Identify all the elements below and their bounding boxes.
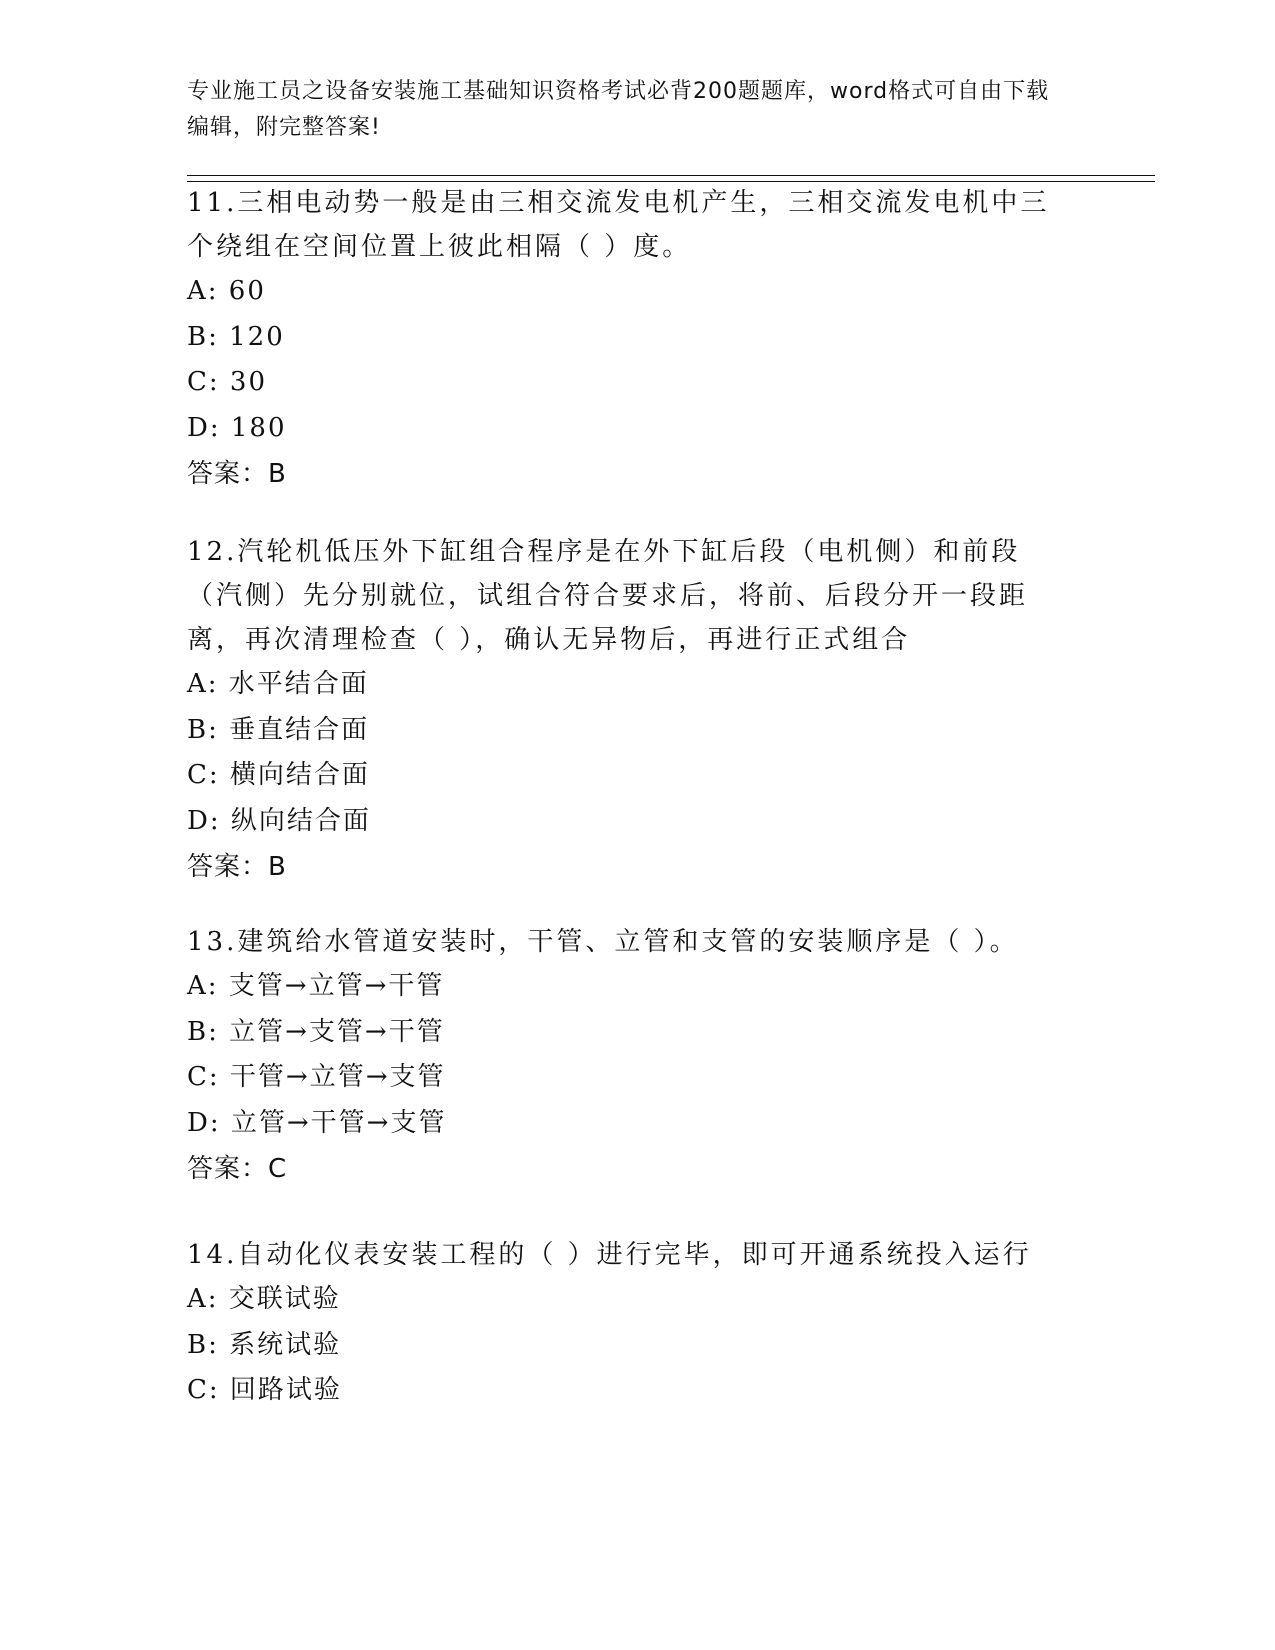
option-c: C: 干管→立管→支管 [187,1062,446,1092]
option-b: B: 120 [187,321,285,352]
option-d: D: 立管→干管→支管 [187,1107,447,1138]
document-header: 专业施工员之设备安装施工基础知识资格考试必背200题题库，word格式可自由下载编辑，附完整答案! [187,79,1050,140]
option-c: C: 回路试验 [187,1375,342,1405]
option-d: D: 纵向结合面 [187,805,371,836]
option-a: A: 水平结合面 [187,669,369,699]
question-12 [187,530,1067,890]
header-divider-top [187,175,1155,176]
option-b: B: 立管→支管→干管 [187,1016,445,1047]
option-a: A: 60 [187,276,266,306]
answer: 答案：C [187,1154,288,1184]
option-a: A: 支管→立管→干管 [187,971,445,1001]
question-13 [187,920,1067,1192]
option-c: C: 横向结合面 [187,760,370,790]
question-stem: 13.建筑给水管道安装时，干管、立管和支管的安装顺序是（ ）。 [187,927,1019,957]
option-a: A: 交联试验 [187,1284,341,1314]
option-b: B: 系统试验 [187,1329,342,1360]
question-stem: 14.自动化仪表安装工程的（ ）进行完毕，即可开通系统投入运行 [187,1240,1032,1270]
question-stem: 11.三相电动势一般是由三相交流发电机产生，三相交流发电机中三个绕组在空间位置上彼此相隔（ ）度。 [187,188,1050,262]
option-b: B: 垂直结合面 [187,714,370,745]
option-d: D: 180 [187,412,287,443]
question-stem: 12.汽轮机低压外下缸组合程序是在外下缸后段（电机侧）和前段（汽侧）先分别就位，试组合符合要求后，将前、后段分开一段距离，再次清理检查（ ），确认无异物后，再进行正式组合 [187,537,1029,655]
question-11 [187,181,1067,497]
question-14 [187,1233,1067,1414]
answer: 答案：B [187,459,287,489]
answer: 答案：B [187,852,287,882]
option-c: C: 30 [187,367,268,397]
